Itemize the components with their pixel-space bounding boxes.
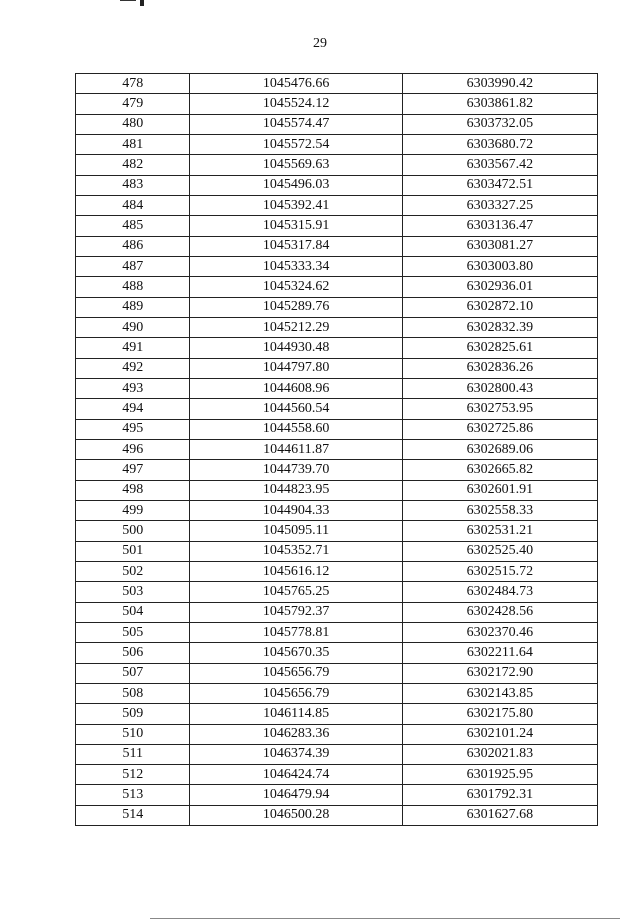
table-row	[76, 480, 598, 500]
x-coordinate-cell: 1044608.96	[190, 378, 402, 398]
y-coordinate-cell: 6302211.64	[402, 643, 597, 663]
point-number-cell: 479	[76, 94, 190, 114]
point-number-cell: 484	[76, 195, 190, 215]
y-coordinate-cell: 6303136.47	[402, 216, 597, 236]
table-row	[76, 439, 598, 459]
table-row	[76, 378, 598, 398]
table-row	[76, 643, 598, 663]
point-number-cell: 499	[76, 500, 190, 520]
y-coordinate-cell: 6303861.82	[402, 94, 597, 114]
x-coordinate-cell: 1044797.80	[190, 358, 402, 378]
y-coordinate-cell: 6302525.40	[402, 541, 597, 561]
coordinates-table-body	[76, 74, 598, 826]
x-coordinate-cell: 1045572.54	[190, 134, 402, 154]
point-number-cell: 492	[76, 358, 190, 378]
x-coordinate-cell: 1045352.71	[190, 541, 402, 561]
point-number-cell: 478	[76, 74, 190, 94]
x-coordinate-cell: 1045670.35	[190, 643, 402, 663]
y-coordinate-cell: 6302021.83	[402, 744, 597, 764]
table-row	[76, 114, 598, 134]
point-number-cell: 491	[76, 338, 190, 358]
point-number-cell: 503	[76, 582, 190, 602]
point-number-cell: 497	[76, 460, 190, 480]
table-row	[76, 602, 598, 622]
y-coordinate-cell: 6302370.46	[402, 622, 597, 642]
y-coordinate-cell: 6301925.95	[402, 765, 597, 785]
table-row	[76, 216, 598, 236]
y-coordinate-cell: 6302936.01	[402, 277, 597, 297]
table-row	[76, 195, 598, 215]
table-row	[76, 256, 598, 276]
x-coordinate-cell: 1045315.91	[190, 216, 402, 236]
y-coordinate-cell: 6303680.72	[402, 134, 597, 154]
x-coordinate-cell: 1045792.37	[190, 602, 402, 622]
table-row	[76, 94, 598, 114]
table-row	[76, 765, 598, 785]
y-coordinate-cell: 6302101.24	[402, 724, 597, 744]
table-row	[76, 582, 598, 602]
y-coordinate-cell: 6303567.42	[402, 155, 597, 175]
point-number-cell: 509	[76, 704, 190, 724]
table-row	[76, 155, 598, 175]
y-coordinate-cell: 6302143.85	[402, 683, 597, 703]
y-coordinate-cell: 6303732.05	[402, 114, 597, 134]
y-coordinate-cell: 6303472.51	[402, 175, 597, 195]
x-coordinate-cell: 1045574.47	[190, 114, 402, 134]
table-row	[76, 521, 598, 541]
y-coordinate-cell: 6302872.10	[402, 297, 597, 317]
y-coordinate-cell: 6302832.39	[402, 317, 597, 337]
table-row	[76, 805, 598, 825]
x-coordinate-cell: 1045324.62	[190, 277, 402, 297]
table-row	[76, 338, 598, 358]
table-row	[76, 785, 598, 805]
point-number-cell: 498	[76, 480, 190, 500]
table-row	[76, 622, 598, 642]
table-row	[76, 724, 598, 744]
point-number-cell: 514	[76, 805, 190, 825]
x-coordinate-cell: 1046374.39	[190, 744, 402, 764]
table-row	[76, 541, 598, 561]
point-number-cell: 510	[76, 724, 190, 744]
point-number-cell: 482	[76, 155, 190, 175]
scan-artifact-line	[120, 0, 136, 1]
y-coordinate-cell: 6303081.27	[402, 236, 597, 256]
table-row	[76, 500, 598, 520]
point-number-cell: 481	[76, 134, 190, 154]
x-coordinate-cell: 1045765.25	[190, 582, 402, 602]
x-coordinate-cell: 1045392.41	[190, 195, 402, 215]
table-row	[76, 683, 598, 703]
y-coordinate-cell: 6302428.56	[402, 602, 597, 622]
table-row	[76, 297, 598, 317]
y-coordinate-cell: 6301792.31	[402, 785, 597, 805]
x-coordinate-cell: 1044904.33	[190, 500, 402, 520]
x-coordinate-cell: 1046283.36	[190, 724, 402, 744]
x-coordinate-cell: 1045656.79	[190, 663, 402, 683]
y-coordinate-cell: 6302753.95	[402, 399, 597, 419]
table-row	[76, 704, 598, 724]
point-number-cell: 483	[76, 175, 190, 195]
point-number-cell: 487	[76, 256, 190, 276]
y-coordinate-cell: 6302800.43	[402, 378, 597, 398]
point-number-cell: 480	[76, 114, 190, 134]
point-number-cell: 508	[76, 683, 190, 703]
point-number-cell: 485	[76, 216, 190, 236]
y-coordinate-cell: 6302725.86	[402, 419, 597, 439]
point-number-cell: 501	[76, 541, 190, 561]
x-coordinate-cell: 1046114.85	[190, 704, 402, 724]
y-coordinate-cell: 6303990.42	[402, 74, 597, 94]
point-number-cell: 511	[76, 744, 190, 764]
table-row	[76, 236, 598, 256]
x-coordinate-cell: 1045212.29	[190, 317, 402, 337]
point-number-cell: 502	[76, 561, 190, 581]
point-number-cell: 513	[76, 785, 190, 805]
x-coordinate-cell: 1045333.34	[190, 256, 402, 276]
x-coordinate-cell: 1044560.54	[190, 399, 402, 419]
point-number-cell: 506	[76, 643, 190, 663]
page-number: 29	[313, 36, 327, 51]
table-row	[76, 744, 598, 764]
y-coordinate-cell: 6302825.61	[402, 338, 597, 358]
y-coordinate-cell: 6302515.72	[402, 561, 597, 581]
scan-artifact-mark	[140, 0, 144, 6]
y-coordinate-cell: 6302836.26	[402, 358, 597, 378]
y-coordinate-cell: 6302172.90	[402, 663, 597, 683]
point-number-cell: 488	[76, 277, 190, 297]
table-row	[76, 399, 598, 419]
table-row	[76, 460, 598, 480]
x-coordinate-cell: 1045317.84	[190, 236, 402, 256]
x-coordinate-cell: 1046424.74	[190, 765, 402, 785]
x-coordinate-cell: 1044823.95	[190, 480, 402, 500]
table-row	[76, 317, 598, 337]
point-number-cell: 504	[76, 602, 190, 622]
coordinates-table	[75, 73, 598, 826]
x-coordinate-cell: 1046479.94	[190, 785, 402, 805]
x-coordinate-cell: 1044930.48	[190, 338, 402, 358]
point-number-cell: 500	[76, 521, 190, 541]
y-coordinate-cell: 6302484.73	[402, 582, 597, 602]
point-number-cell: 512	[76, 765, 190, 785]
x-coordinate-cell: 1045289.76	[190, 297, 402, 317]
point-number-cell: 495	[76, 419, 190, 439]
point-number-cell: 494	[76, 399, 190, 419]
y-coordinate-cell: 6303327.25	[402, 195, 597, 215]
x-coordinate-cell: 1045476.66	[190, 74, 402, 94]
x-coordinate-cell: 1044739.70	[190, 460, 402, 480]
point-number-cell: 496	[76, 439, 190, 459]
table-row	[76, 277, 598, 297]
x-coordinate-cell: 1045524.12	[190, 94, 402, 114]
point-number-cell: 486	[76, 236, 190, 256]
y-coordinate-cell: 6302601.91	[402, 480, 597, 500]
y-coordinate-cell: 6302665.82	[402, 460, 597, 480]
y-coordinate-cell: 6302558.33	[402, 500, 597, 520]
table-row	[76, 74, 598, 94]
y-coordinate-cell: 6303003.80	[402, 256, 597, 276]
x-coordinate-cell: 1044558.60	[190, 419, 402, 439]
point-number-cell: 493	[76, 378, 190, 398]
table-row	[76, 561, 598, 581]
table-row	[76, 663, 598, 683]
y-coordinate-cell: 6301627.68	[402, 805, 597, 825]
x-coordinate-cell: 1045616.12	[190, 561, 402, 581]
scan-artifact-bottom-line	[150, 918, 620, 919]
x-coordinate-cell: 1045778.81	[190, 622, 402, 642]
table-row	[76, 358, 598, 378]
table-row	[76, 134, 598, 154]
point-number-cell: 507	[76, 663, 190, 683]
x-coordinate-cell: 1045095.11	[190, 521, 402, 541]
x-coordinate-cell: 1046500.28	[190, 805, 402, 825]
point-number-cell: 489	[76, 297, 190, 317]
y-coordinate-cell: 6302689.06	[402, 439, 597, 459]
y-coordinate-cell: 6302531.21	[402, 521, 597, 541]
x-coordinate-cell: 1045656.79	[190, 683, 402, 703]
point-number-cell: 505	[76, 622, 190, 642]
x-coordinate-cell: 1045496.03	[190, 175, 402, 195]
y-coordinate-cell: 6302175.80	[402, 704, 597, 724]
x-coordinate-cell: 1045569.63	[190, 155, 402, 175]
x-coordinate-cell: 1044611.87	[190, 439, 402, 459]
table-row	[76, 419, 598, 439]
table-row	[76, 175, 598, 195]
point-number-cell: 490	[76, 317, 190, 337]
